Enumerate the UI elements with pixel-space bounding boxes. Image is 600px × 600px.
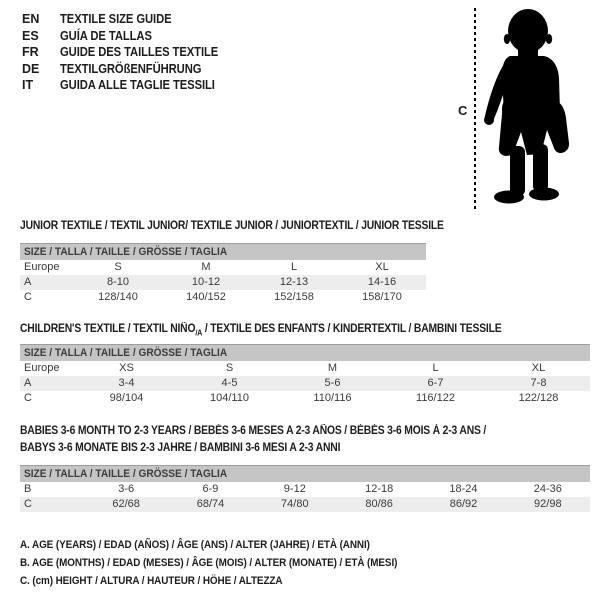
size-header-bar <box>20 243 426 260</box>
table-cell: 68/74 <box>196 498 225 510</box>
note-age-years: A. AGE (YEARS) / EDAD (AÑOS) / ÂGE (ANS) / ALTER (JAHRE) / ETÀ (ANNI) <box>20 539 370 551</box>
language-row <box>22 77 236 94</box>
table-cell: 12-18 <box>365 483 394 495</box>
table-cell: 122/128 <box>518 392 559 404</box>
table-cell: 92/98 <box>534 498 562 510</box>
children-title-suffix: / TEXTILE DES ENFANTS / KINDERTEXTIL / BAMBINI TESSILE <box>202 323 502 335</box>
table-cell: 116/122 <box>416 392 455 404</box>
table-cell: C <box>24 498 32 510</box>
table-cell: M <box>327 362 338 374</box>
table-cell: B <box>24 483 32 495</box>
babies-section-title <box>20 423 486 457</box>
table-cell: S <box>114 261 122 273</box>
junior-size-table <box>20 260 426 305</box>
table-cell: Europe <box>24 362 60 374</box>
table-cell: 12-13 <box>279 276 309 288</box>
language-title: GUIDE DES TAILLES TEXTILE <box>60 45 219 59</box>
table-cell: 3-4 <box>118 377 135 389</box>
table-cell: 98/104 <box>109 392 144 404</box>
table-cell: 86/92 <box>449 498 478 510</box>
table-cell: S <box>225 362 234 374</box>
table-cell: XS <box>119 362 134 374</box>
language-code: ES <box>22 28 39 43</box>
children-title-prefix: CHILDREN'S TEXTILE / TEXTIL NIÑO <box>20 323 196 335</box>
table-cell: 4-5 <box>221 377 238 389</box>
table-cell: 140/152 <box>186 291 226 303</box>
language-code: FR <box>22 45 39 59</box>
language-title: TEXTILGRÖßENFÜHRUNG <box>60 61 202 76</box>
size-header-bar <box>20 465 590 482</box>
baby-silhouette-icon <box>480 6 584 206</box>
language-title: TEXTILE SIZE GUIDE <box>60 12 172 26</box>
table-cell: 18-24 <box>449 483 478 495</box>
children-title-sub: /A <box>195 328 203 338</box>
table-cell: 128/140 <box>98 291 138 303</box>
table-cell: XL <box>531 362 546 374</box>
language-list <box>22 11 236 94</box>
table-cell: 9-12 <box>283 483 306 495</box>
table-cell: A <box>24 377 32 389</box>
children-size-table <box>20 361 590 406</box>
table-cell: 74/80 <box>281 498 309 510</box>
size-header-label: SIZE / TALLA / TAILLE / GRÖSSE / TAGLIA <box>24 347 228 359</box>
table-cell: XL <box>375 261 389 273</box>
table-cell: 8-10 <box>106 276 130 288</box>
language-row <box>22 61 236 78</box>
table-cell: 6-7 <box>427 377 444 389</box>
note-height-cm: C. (cm) HEIGHT / ALTURA / HAUTEUR / HÖHE / ALTEZZA <box>20 575 283 587</box>
height-dashed-line <box>474 8 476 212</box>
language-code: EN <box>22 12 40 26</box>
table-cell: 104/110 <box>210 392 249 404</box>
table-row <box>20 361 590 376</box>
language-row <box>22 11 236 28</box>
table-cell: 10-12 <box>191 276 221 288</box>
table-cell: C <box>24 392 32 404</box>
table-row <box>20 391 590 406</box>
table-row <box>20 290 426 305</box>
table-cell: 5-6 <box>324 377 341 389</box>
babies-title-line1: BABIES 3-6 MONTH TO 2-3 YEARS / BEBÉS 3-6 MESES A 2-3 AÑOS / BÉBÉS 3-6 MOIS À 2-3 ANS / <box>20 425 487 437</box>
table-cell: Europe <box>24 261 60 273</box>
babies-size-table <box>20 482 590 512</box>
language-title: GUIDA ALLE TAGLIE TESSILI <box>60 78 215 92</box>
size-header-label: SIZE / TALLA / TAILLE / GRÖSSE / TAGLIA <box>24 246 228 258</box>
table-cell: M <box>201 261 211 273</box>
note-age-months: B. AGE (MONTHS) / EDAD (MESES) / ÂGE (MOIS) / ALTER (MONATE) / ETÀ (MESI) <box>20 557 398 569</box>
table-cell: 6-9 <box>202 483 219 495</box>
height-measure-label: C <box>458 103 468 118</box>
language-title: GUÍA DE TALLAS <box>60 28 152 43</box>
size-header-bar <box>20 344 590 361</box>
table-row <box>20 482 590 497</box>
table-row <box>20 497 590 512</box>
table-cell: 14-16 <box>367 276 397 288</box>
table-cell: L <box>432 362 439 374</box>
language-row <box>22 44 236 61</box>
junior-section-title: JUNIOR TEXTILE / TEXTIL JUNIOR/ TEXTILE JUNIOR / JUNIORTEXTIL / JUNIOR TESSILE <box>20 220 444 232</box>
table-cell: C <box>24 291 32 303</box>
table-row <box>20 376 590 391</box>
language-row <box>22 28 236 45</box>
table-cell: 110/116 <box>313 392 352 404</box>
table-cell: 7-8 <box>530 377 547 389</box>
language-code: DE <box>22 61 40 76</box>
table-cell: 3-6 <box>118 483 135 495</box>
table-cell: 158/170 <box>362 291 402 303</box>
table-row <box>20 275 426 290</box>
children-section-title <box>20 321 501 341</box>
table-cell: 24-36 <box>533 483 562 495</box>
table-row <box>20 260 426 275</box>
table-cell: L <box>290 261 298 273</box>
babies-title-line2: BABYS 3-6 MONATE BIS 2-3 JAHRE / BAMBINI 3-6 MESI A 2-3 ANNI <box>20 442 341 454</box>
size-header-label: SIZE / TALLA / TAILLE / GRÖSSE / TAGLIA <box>24 468 228 480</box>
table-cell: 62/68 <box>112 498 140 510</box>
table-cell: 152/158 <box>274 291 314 303</box>
table-cell: 80/86 <box>365 498 393 510</box>
legend-notes <box>20 536 439 590</box>
table-cell: A <box>24 276 32 288</box>
language-code: IT <box>22 78 34 92</box>
